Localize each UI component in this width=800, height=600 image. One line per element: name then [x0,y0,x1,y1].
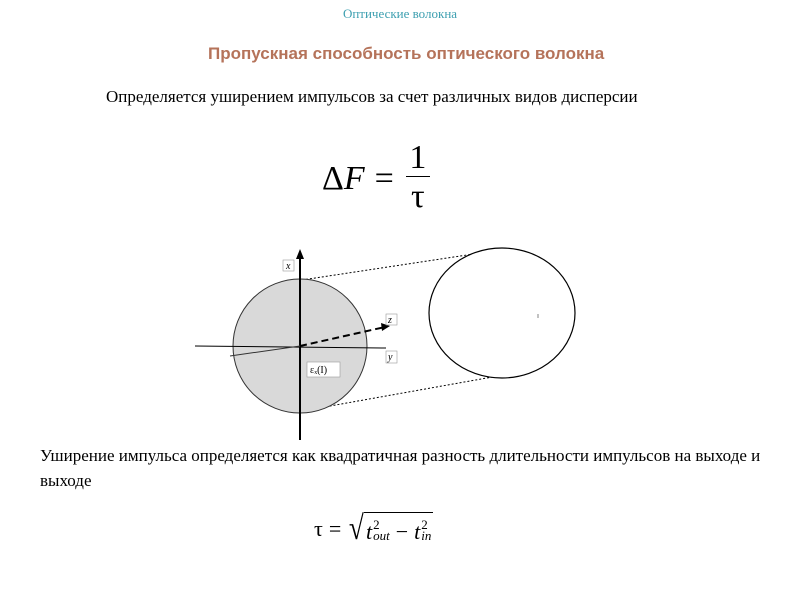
tau-symbol: τ [314,516,323,541]
t-out-term [365,516,390,545]
equals-sign: = [374,159,394,197]
t-in-scripts [421,516,432,543]
tau-formula [314,512,433,546]
slide-subtitle: Определяется уширением импульсов за счет различных видов дисперсии [106,87,638,106]
t-out-scripts [373,516,390,543]
equals-sign-2: = [328,516,342,541]
t-out-sub: out [373,527,390,543]
minus-sign: − [395,518,409,544]
formula-lhs [322,160,365,198]
output-ellipse [429,248,575,378]
axis-label-z: z [388,315,392,326]
fraction-denominator: τ [411,178,425,215]
x-axis-arrow-icon [296,249,304,259]
bandwidth-formula [322,140,430,217]
slide-title: Пропускная способность оптического волокна [208,44,605,63]
t-in-sup: 2 [421,516,428,532]
axis-label-y: y [388,352,393,363]
radical-icon: √ [349,510,365,547]
t-out-base: t [365,518,373,544]
t-in-base: t [414,518,421,544]
f-variable: F [343,159,365,197]
eps-label: εₓ(I) [310,365,328,376]
t-out-sup: 2 [373,516,380,532]
square-root [347,512,433,546]
fraction-numerator: 1 [409,139,427,176]
radicand [364,512,433,546]
fraction [406,140,430,217]
delta-symbol: Δ [322,159,344,197]
section-header: Оптические волокна [342,6,458,21]
t-in-sub: in [421,527,432,543]
paragraph-text: Уширение импульса определяется как квадратичная разность длительности импульсов на выходе и выходе [40,446,761,490]
axis-label-x: x [286,261,291,272]
t-in-term [414,516,432,545]
fiber-diagram [190,243,590,443]
